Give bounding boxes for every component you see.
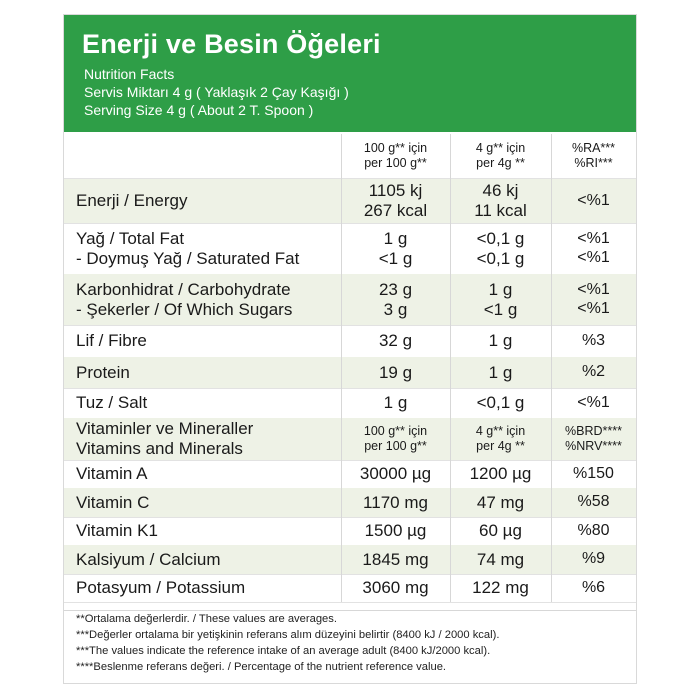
nutrient-row-2-pct-line: <%1 (577, 299, 610, 317)
footnote-3: ***The values indicate the reference intake of an average adult (8400 kJ/2000 kcal). (76, 645, 491, 657)
nutrient-row-3-per4-line: 1 g (488, 331, 513, 351)
vitamins-header-row-label-line: Vitaminler ve Mineraller (76, 419, 254, 439)
nutrient-row-5-pct (551, 388, 636, 418)
column-header-per100-line: 100 g** için (363, 141, 428, 155)
nutrient-row-0-per4-line: 46 kj (482, 181, 519, 201)
column-header-ra-line: %RI*** (574, 156, 613, 170)
nutrient-row-1-per100-line: <1 g (378, 248, 413, 268)
vitamins-header-row-per100-line: 100 g** için (363, 424, 428, 438)
vitamin-row-0-pct: %150 (573, 464, 614, 482)
subtitle-nutrition-facts: Nutrition Facts (84, 66, 175, 82)
nutrient-row-1-per100 (341, 223, 450, 274)
nutrient-row-1-per100-line: 1 g (383, 228, 408, 248)
nutrient-row-2-pct-line: <%1 (577, 281, 610, 299)
nutrient-row-2-label (64, 274, 341, 325)
nutrient-row-0-per100-line: 1105 kj (368, 181, 423, 201)
vitamin-row-2-label: Vitamin K1 (76, 521, 158, 541)
vitamin-row-0-per4: 1200 µg (469, 464, 532, 484)
page-title: Enerji ve Besin Öğeleri (82, 29, 381, 59)
vitamin-row-4-pct: %6 (581, 578, 606, 596)
vitamins-header-row-pct-line: %BRD**** (565, 424, 622, 438)
vitamins-header-row-pct-line: %NRV**** (565, 439, 622, 453)
column-header-per4-line: per 4g ** (476, 156, 525, 170)
nutrient-row-3-per100-line: 32 g (378, 331, 413, 351)
nutrient-row-4-label-line: Protein (76, 362, 130, 382)
nutrient-row-3-per4 (450, 325, 551, 357)
nutrient-row-0-per100 (341, 179, 450, 223)
vitamins-header-row-pct (551, 418, 636, 460)
nutrient-row-4-pct (551, 357, 636, 388)
nutrient-row-2-per100-line: 23 g (378, 279, 413, 299)
row-divider (64, 602, 636, 603)
nutrient-row-4-per4 (450, 357, 551, 388)
vitamin-row-2-per4: 60 µg (479, 521, 522, 541)
nutrient-row-0-per4-line: 11 kcal (474, 201, 527, 220)
subtitle-serving-tr: Servis Miktarı 4 g ( Yaklaşık 2 Çay Kaşığı ) (84, 84, 349, 100)
nutrient-row-5-per4-line: <0,1 g (476, 393, 525, 413)
vitamins-header-row-per4-line: 4 g** için (475, 424, 526, 438)
nutrient-row-5-per4 (450, 388, 551, 418)
nutrient-row-1-per4 (450, 223, 551, 274)
vitamin-row-3-label: Kalsiyum / Calcium (76, 549, 221, 569)
nutrient-row-0-per100-line: 267 kcal (363, 201, 428, 220)
nutrient-row-1-pct-line: <%1 (577, 230, 610, 248)
nutrient-row-4-pct-line: %2 (581, 363, 606, 381)
column-divider-2 (551, 134, 552, 602)
vitamin-row-2-per100: 1500 µg (364, 521, 427, 541)
column-header-ra (551, 134, 636, 178)
nutrient-row-3-label (64, 325, 341, 357)
nutrient-row-5-per100-line: 1 g (383, 393, 408, 413)
nutrient-row-2-pct (551, 274, 636, 325)
column-header-per100 (341, 134, 450, 178)
nutrient-row-2-per4-line: <1 g (483, 299, 518, 319)
vitamin-row-1-pct: %58 (577, 493, 610, 511)
footnote-divider (64, 610, 636, 611)
vitamin-row-4-label: Potasyum / Potassium (76, 578, 246, 598)
nutrient-row-1-label-line: Yağ / Total Fat (76, 228, 185, 248)
vitamins-header-row-label (64, 418, 341, 460)
nutrient-row-4-per4-line: 1 g (488, 362, 513, 382)
vitamins-header-row-per100-line: per 100 g** (364, 439, 427, 453)
nutrient-row-1-per4-line: <0,1 g (476, 228, 525, 248)
nutrient-row-2-per100-line: 3 g (383, 299, 408, 319)
vitamins-header-row-label-line: Vitamins and Minerals (76, 439, 243, 458)
nutrient-row-1-pct (551, 223, 636, 274)
nutrient-row-1-per4-line: <0,1 g (476, 248, 525, 268)
column-divider-0 (341, 134, 342, 602)
footnote-4: ****Beslenme referans değeri. / Percentage of the nutrient reference value. (76, 661, 447, 673)
subtitle-serving-en: Serving Size 4 g ( About 2 T. Spoon ) (84, 102, 314, 118)
vitamin-row-4-per100: 3060 mg (362, 578, 429, 598)
nutrient-row-0-pct-line: <%1 (577, 191, 610, 209)
column-header-per4-line: 4 g** için (475, 141, 526, 155)
nutrient-row-1-pct-line: <%1 (577, 248, 610, 266)
nutrient-row-2-label-line: Karbonhidrat / Carbohydrate (76, 279, 291, 299)
nutrient-row-2-per4 (450, 274, 551, 325)
nutrient-row-5-per100 (341, 388, 450, 418)
vitamins-header-row-per4-line: per 4g ** (476, 439, 525, 453)
vitamin-row-4-per4: 122 mg (472, 578, 529, 598)
column-divider-1 (450, 134, 451, 602)
vitamin-row-0-label: Vitamin A (76, 464, 148, 484)
nutrient-row-2-per100 (341, 274, 450, 325)
vitamin-row-0-per100: 30000 µg (359, 464, 432, 484)
vitamin-row-1-per100: 1170 mg (363, 492, 428, 512)
nutrient-row-4-per100 (341, 357, 450, 388)
nutrient-row-5-pct-line: <%1 (577, 393, 610, 411)
footnote-1: **Ortalama değerlerdir. / These values are averages. (76, 613, 337, 625)
nutrient-row-1-label-line: - Doymuş Yağ / Saturated Fat (76, 248, 300, 268)
nutrient-row-0-label (64, 179, 341, 223)
nutrient-row-5-label (64, 388, 341, 418)
column-header-ra-line: %RA*** (571, 141, 616, 155)
vitamin-row-3-per100: 1845 mg (362, 549, 429, 569)
nutrient-row-3-label-line: Lif / Fibre (76, 331, 147, 351)
column-header-per100-line: per 100 g** (364, 156, 427, 170)
panel-header (64, 15, 636, 132)
vitamin-row-1-per4: 47 mg (476, 492, 525, 512)
nutrient-row-0-label-line: Enerji / Energy (76, 191, 188, 211)
vitamin-row-3-per4: 74 mg (476, 549, 525, 569)
nutrient-row-4-per100-line: 19 g (378, 362, 413, 382)
nutrient-row-2-per4-line: 1 g (488, 279, 513, 299)
vitamins-header-row-per4 (450, 418, 551, 460)
nutrient-row-4-label (64, 357, 341, 388)
nutrient-row-0-per4 (450, 179, 551, 223)
nutrient-row-0-pct (551, 179, 636, 223)
nutrient-row-3-per100 (341, 325, 450, 357)
column-header-per4 (450, 134, 551, 178)
vitamin-row-3-pct: %9 (581, 550, 606, 568)
vitamin-row-2-pct: %80 (577, 521, 610, 539)
vitamins-header-row-per100 (341, 418, 450, 460)
nutrient-row-1-label (64, 223, 341, 274)
vitamin-row-1-label: Vitamin C (76, 492, 150, 512)
nutrient-row-3-pct (551, 325, 636, 357)
footnote-2: ***Değerler ortalama bir yetişkinin referans alım düzeyini belirtir (8400 kJ / 2000 kcal). (76, 629, 500, 641)
nutrient-row-2-label-line: - Şekerler / Of Which Sugars (76, 299, 293, 319)
nutrient-row-3-pct-line: %3 (581, 331, 606, 349)
nutrition-facts-panel (63, 14, 637, 684)
nutrient-row-5-label-line: Tuz / Salt (76, 393, 148, 413)
